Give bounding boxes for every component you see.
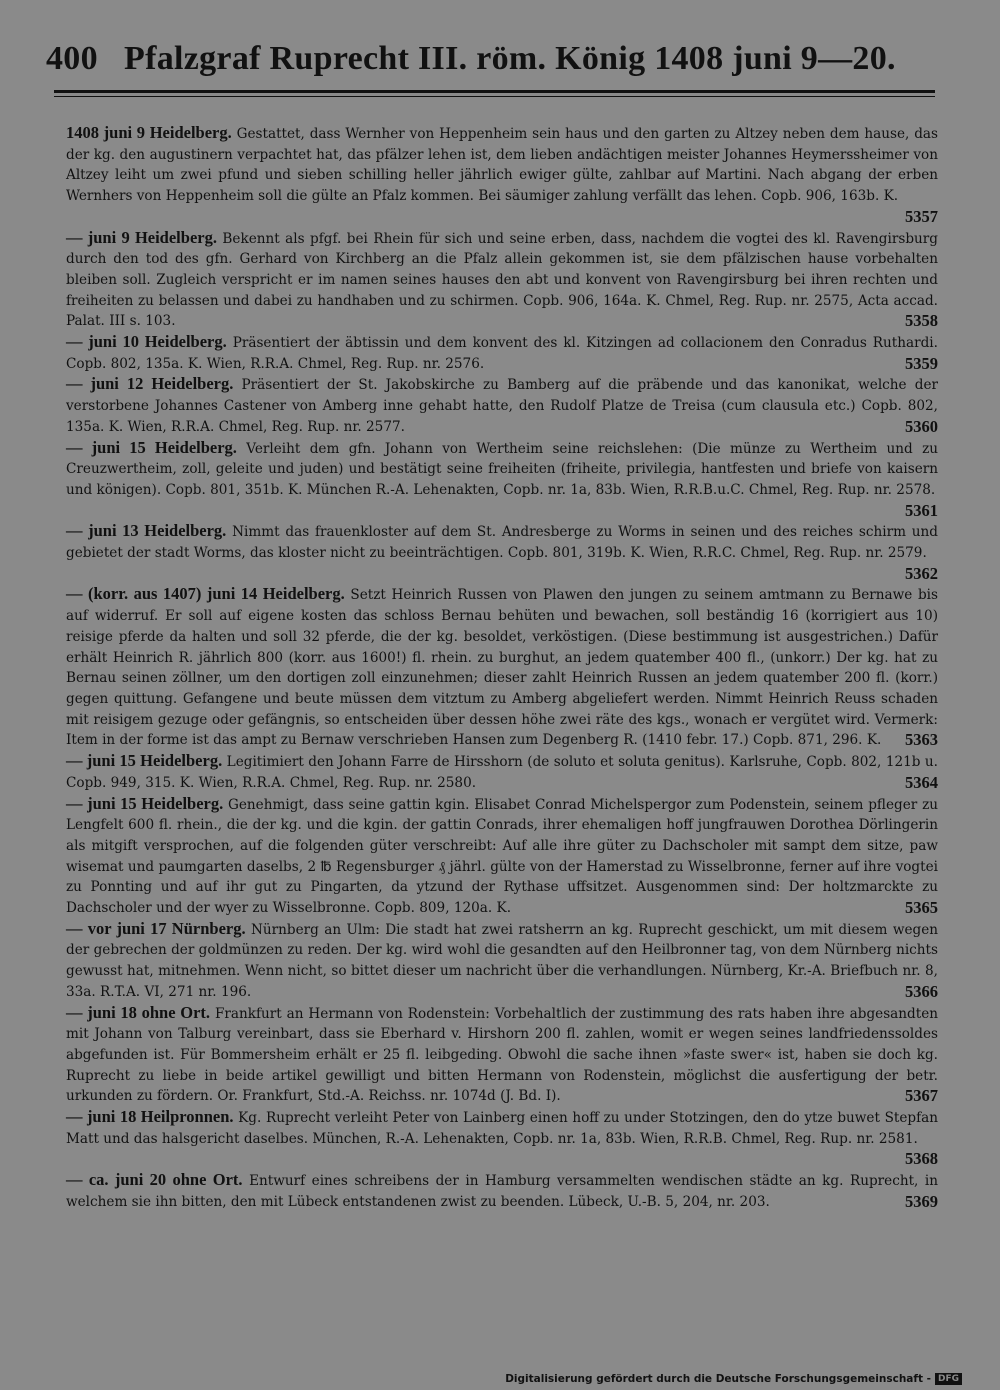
entry-5360 bbox=[66, 374, 938, 437]
entry-number: 5363 bbox=[905, 730, 938, 750]
page-number: 400 bbox=[46, 40, 98, 77]
entry-date-place: — juni 10 Heidelberg. bbox=[66, 332, 227, 352]
entry-list bbox=[66, 123, 938, 1213]
entry-number: 5361 bbox=[905, 500, 938, 520]
entry-text: Frankfurt an Hermann von Rodenstein: Vorbehaltlich der zustimmung des rats haben ihre abgesandten mit Johann von Talburg vereinbart, dass sie Eberhard v. Hirshorn 200 fl. zahlen, womit er wegen seines landfriedenssoldes abgefunden ist. Für Bommersheim erhält er 25 fl. leibgeding. Obwohl die sache ihnen »faste swer« ist, haben sie doch kg. Ruprecht zu liebe in beide artikel gewilligt und bitten Hermann von Rodenstein, möglichst die ausfertigung der betr. urkunden zu fördern. Or. Frankfurt, Std.-A. Reichss. nr. 1074d (J. Bd. I). bbox=[66, 1005, 938, 1105]
entry-date-place: — (korr. aus 1407) juni 14 Heidelberg. bbox=[66, 584, 345, 604]
entry-number: 5369 bbox=[905, 1191, 938, 1211]
entry-5364 bbox=[66, 751, 938, 793]
digitization-credit bbox=[505, 1373, 962, 1385]
entry-number: 5359 bbox=[905, 353, 938, 373]
entry-5365 bbox=[66, 794, 938, 919]
credit-text: Digitalisierung gefördert durch die Deutsche Forschungsgemeinschaft - bbox=[505, 1373, 931, 1385]
entry-5362 bbox=[66, 521, 938, 584]
entry-5363 bbox=[66, 584, 938, 751]
entry-5367 bbox=[66, 1003, 938, 1108]
entry-date-place: — juni 13 Heidelberg. bbox=[66, 521, 227, 541]
entry-date-place: — juni 12 Heidelberg. bbox=[66, 374, 234, 394]
page-header bbox=[46, 40, 940, 78]
entry-text: Kg. Ruprecht verleiht Peter von Lainberg einen hoff zu under Stotzingen, den do ytze buwet Stepfan Matt und das halsgericht daselbes. München, R.-A. Lehenakten, Copb. nr. 1a, 83b. Wien, R.R.B. Chmel, Reg. Rup. nr. 2581. bbox=[66, 1110, 938, 1147]
page-title: Pfalzgraf Ruprecht III. röm. König 1408 juni 9—20. bbox=[124, 40, 896, 77]
entry-5361 bbox=[66, 438, 938, 522]
entry-number: 5367 bbox=[905, 1086, 938, 1106]
entry-5358 bbox=[66, 228, 938, 333]
entry-5357 bbox=[66, 123, 938, 228]
entry-date-place: — vor juni 17 Nürnberg. bbox=[66, 918, 246, 938]
header-rule-thick bbox=[54, 90, 935, 93]
entry-number: 5366 bbox=[905, 981, 938, 1001]
entry-number: 5364 bbox=[905, 772, 938, 792]
entry-date-place: — juni 15 Heidelberg. bbox=[66, 437, 237, 457]
entry-number: 5362 bbox=[905, 563, 938, 583]
entry-text: Legitimiert den Johann Farre de Hirsshorn (de soluto et soluta genitus). Karlsruhe, Copb. 802, 121b u. Copb. 949, 315. K. Wien, R.R.A. Chmel, Reg. Rup. nr. 2580. bbox=[66, 754, 938, 791]
entry-5369 bbox=[66, 1170, 938, 1212]
entry-number: 5365 bbox=[905, 898, 938, 918]
entry-text: Präsentiert der St. Jakobskirche zu Bamberg auf die präbende und das kanonikat, welche der verstorbene Johannes Castener von Amberg inne gehabt hatte, den Rudolf Platze de Treisa (cum clausula etc.) Copb. 802, 135a. K. Wien, R.R.A. Chmel, Reg. Rup. nr. 2577. bbox=[66, 377, 938, 435]
entry-5366 bbox=[66, 919, 938, 1003]
entry-text: Entwurf eines schreibens der in Hamburg versammelten wendischen städte an kg. Ruprecht, in welchem sie ihn bitten, den mit Lübeck entstandenen zwist zu beenden. Lübeck, U.-B. 5, 204, nr. 203. bbox=[66, 1173, 938, 1210]
entry-text: Nimmt das frauenkloster auf dem St. Andresberge zu Worms in seinen und des reiches schirm und gebietet der stadt Worms, das kloster nicht zu beeinträchtigen. Copb. 801, 319b. K. Wien, R.R.C. Chmel, Reg. Rup. nr. 2579. bbox=[66, 524, 938, 562]
entry-number: 5357 bbox=[905, 206, 938, 226]
entry-date-place: — juni 18 Heilpronnen. bbox=[66, 1107, 234, 1127]
entry-text: Genehmigt, dass seine gattin kgin. Elisabet Conrad Michelspergor zum Podenstein, seinem pfleger zu Lengfelt 600 fl. rhein., die der kg. und die kgin. der gattin Conrads, ihrer ehemaligen hoff jungfrauwen Dorothea Dörlingerin als mitgift versprochen, auf die folgenden güter verschreibt: Auf alle ihre güter zu Dachscholer mit sampt dem sitze, paw wisemat und paumgarten daselbs, 2 ℔ Regensburger ₰ jährl. gülte von der Hamerstad zu Wisselbronne, ferner auf ihre vogtei zu Ponnting und auf ihr gut zu Pingarten, da ytzund der Rythase uffsitzet. Ausgenommen sind: Der holtzmarckte zu Dachscholer und der wyer zu Wisselbronne. Copb. 809, 120a. K. bbox=[66, 796, 938, 917]
entry-number: 5368 bbox=[905, 1149, 938, 1169]
dfg-logo: DFG bbox=[935, 1373, 962, 1385]
entry-text: Setzt Heinrich Russen von Plawen den jungen zu seinem amtmann zu Bernawe bis auf widerruf. Er soll auf eigene kosten das schloss Bernau behüten und bewachen, soll beständig 16 (korrigiert aus 10) reisige pferde da halten und soll 32 pferde, die der kg. besoldet, verköstigen. (Diese bestimmung ist ausgestrichen.) Dafür erhält Heinrich R. jährlich 800 (korr. aus 1600!) fl. rhein. zu burghut, an jedem quatember 400 fl., (unkorr.) Der kg. hat zu Bernau seinen zöllner, um den dortigen zoll einzunehmen; dieser zahlt Heinrich Russen an jedem quatember 200 fl. (korr.) gegen quittung. Gefangene und beute müssen dem vitztum zu Amberg abgeliefert werden. Nimmt Heinrich Reuss schaden mit reisigem gezuge oder gefängnis, so entscheiden über dessen höhe zwei räte des kgs., wonach er vergütet wird. Vermerk: Item in der forme ist das ampt zu Bernaw verschrieben Hansen zum Degenberg R. (1410 febr. 17.) Copb. 871, 296. K. bbox=[66, 587, 938, 749]
entry-date-place: 1408 juni 9 Heidelberg. bbox=[66, 123, 232, 142]
entry-5368 bbox=[66, 1107, 938, 1170]
entry-date-place: — ca. juni 20 ohne Ort. bbox=[66, 1170, 243, 1190]
entry-text: Verleiht dem gfn. Johann von Wertheim seine reichslehen: (Die münze zu Wertheim und zu Creuzwertheim, zoll, geleite und juden) und bestätigt seine freiheiten (friheite, privilegia, hantfesten und briefe von kaisern und königen). Copb. 801, 351b. K. München R.-A. Lehenakten, Copb. nr. 1a, 83b. Wien, R.R.B.u.C. Chmel, Reg. Rup. nr. 2578. bbox=[66, 440, 938, 498]
entry-date-place: — juni 15 Heidelberg. bbox=[66, 793, 224, 813]
header-rule-thin bbox=[54, 96, 935, 97]
entry-text: Gestattet, dass Wernher von Heppenheim sein haus und den garten zu Altzey neben dem hause, das der kg. den augustinern verpachtet hat, das pfälzer lehen ist, dem lieben andächtigen meister Johannes Heymerssheimer von Altzey leiht um zwei pfund und sieben schilling heller jährlich ewiger gülte, zahlbar auf Martini. Nach abgang der erben Wernhers von Heppenheim soll die gülte an Pfalz kommen. Bei säumiger zahlung verfällt das lehen. Copb. 906, 163b. K. bbox=[66, 126, 938, 205]
entry-text: Nürnberg an Ulm: Die stadt hat zwei ratsherrn an kg. Ruprecht geschickt, um mit diesem wegen der gebrechen der goldmünzen zu reden. Der kg. wird wohl die gesandten auf den Heilbronner tag, von dem Nürnberg nichts gewusst hat, mitnehmen. Wenn nicht, so bittet dieser um nachricht über die verhandlungen. Nürnberg, Kr.-A. Briefbuch nr. 8, 33a. R.T.A. VI, 271 nr. 196. bbox=[66, 921, 939, 1000]
entry-number: 5358 bbox=[905, 311, 938, 331]
entry-text: Bekennt als pfgf. bei Rhein für sich und seine erben, dass, nachdem die vogtei des kl. Ravengirsburg durch den tod des gfn. Gerhard von Kirchberg an die Pfalz allein gekommen ist, sie dem pfälzischen hause vorbehalten bleiben soll. Zugleich verspricht er im namen seines hauses den abt und konvent von Ravengirsburg bei ihren rechten und freiheiten zu belassen und dabei zu handhaben und zu schirmen. Copb. 906, 164a. K. Chmel, Reg. Rup. nr. 2575, Acta accad. Palat. III s. 103. bbox=[66, 230, 938, 330]
entry-date-place: — juni 9 Heidelberg. bbox=[66, 227, 217, 247]
entry-number: 5360 bbox=[905, 416, 938, 436]
entry-5359 bbox=[66, 332, 938, 374]
entry-text: Präsentiert der äbtissin und dem konvent des kl. Kitzingen ad collacionem den Conradus Ruthardi. Copb. 802, 135a. K. Wien, R.R.A. Chmel, Reg. Rup. nr. 2576. bbox=[66, 335, 938, 372]
entry-date-place: — juni 18 ohne Ort. bbox=[66, 1002, 211, 1022]
entry-date-place: — juni 15 Heidelberg. bbox=[66, 751, 223, 771]
